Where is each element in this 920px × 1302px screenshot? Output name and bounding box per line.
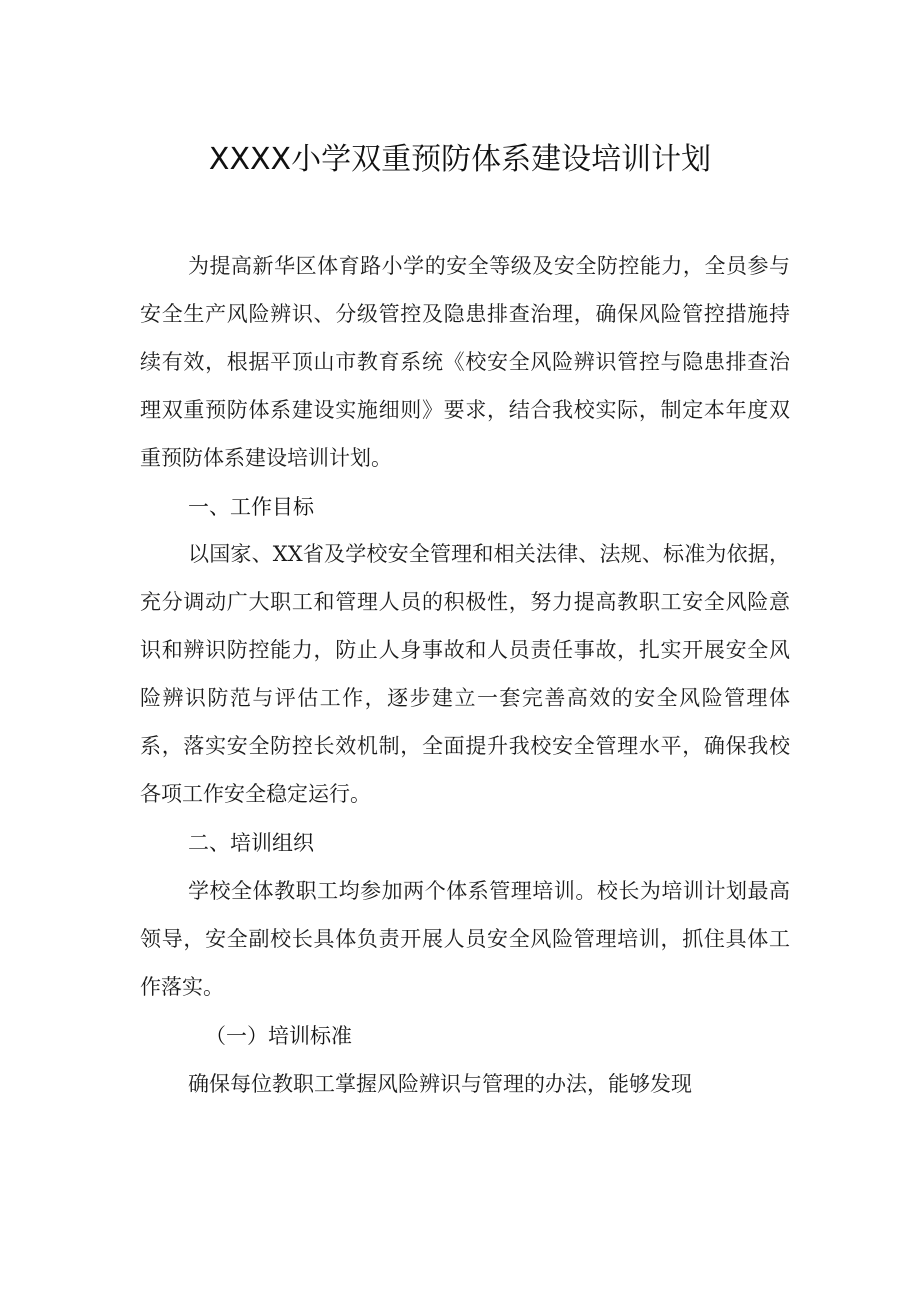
- section-heading-organization: 二、培训组织: [188, 831, 314, 855]
- section-paragraph-organization: 学校全体教职工均参加两个体系管理培训。校长为培训计划最高领导，安全副校长具体负责开展人员安全风险管理培训，抓住具体工作落实。: [140, 879, 790, 999]
- subsection-heading-standards: （一）培训标准: [205, 1024, 352, 1048]
- section-heading-goals: 一、工作目标: [188, 495, 314, 519]
- section-paragraph-goals: 以国家、XX省及学校安全管理和相关法律、法规、标准为依据，充分调动广大职工和管理人员的积极性，努力提高教职工安全风险意识和辨识防控能力，防止人身事故和人员责任事故，扎实开展安全风险辨识防范与评估工作，逐步建立一套完善高效的安全风险管理体系，落实安全防控长效机制，全面提升我校安全管理水平，确保我校各项工作安全稳定运行。: [140, 542, 790, 806]
- document-title: XXXX小学双重预防体系建设培训计划: [208, 142, 712, 177]
- intro-paragraph: 为提高新华区体育路小学的安全等级及安全防控能力，全员参与安全生产风险辨识、分级管控及隐患排查治理，确保风险管控措施持续有效，根据平顶山市教育系统《校安全风险辨识管控与隐患排查治理双重预防体系建设实施细则》要求，结合我校实际，制定本年度双重预防体系建设培训计划。: [140, 254, 790, 470]
- subsection-paragraph-standards: 确保每位教职工掌握风险辨识与管理的办法，能够发现: [188, 1072, 692, 1096]
